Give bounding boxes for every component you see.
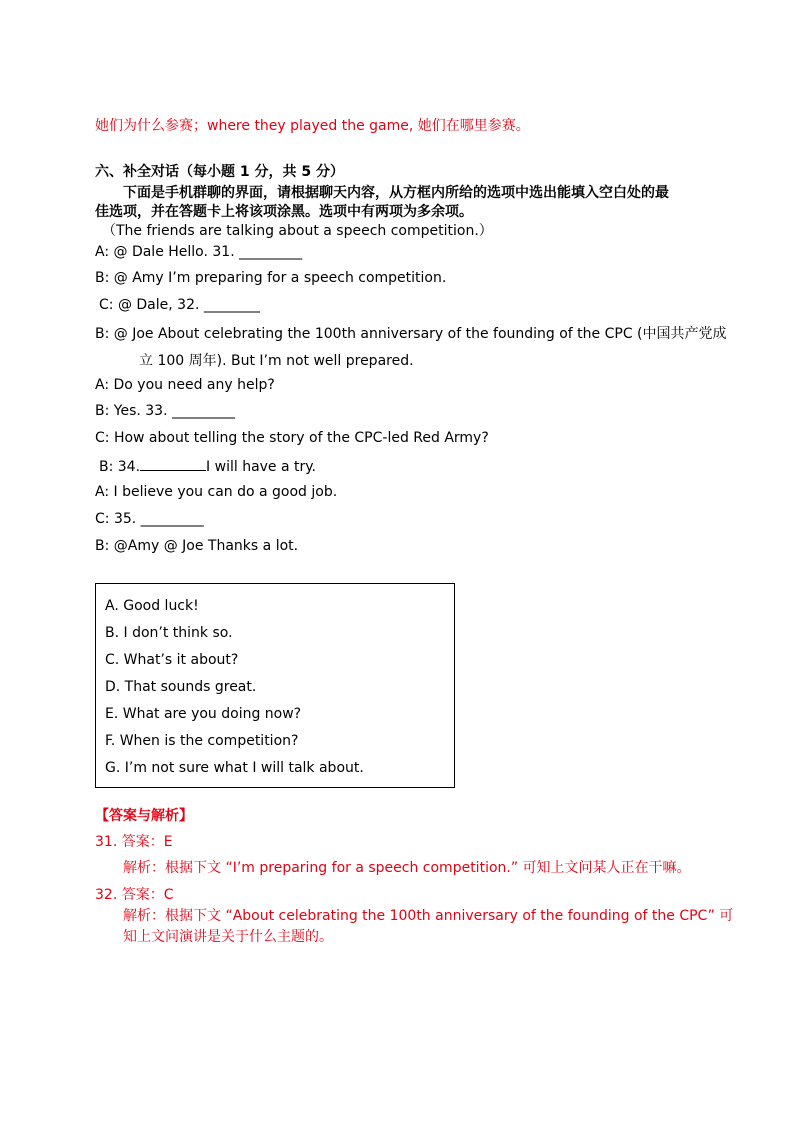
answer-blank [140, 456, 206, 471]
option-b: B. I don’t think so. [105, 625, 233, 641]
dialogue-line: B: @ Amy I’m preparing for a speech competition. [95, 270, 447, 286]
options-box [95, 583, 455, 788]
dialogue-line-34 [99, 456, 316, 476]
option-d: D. That sounds great. [105, 679, 257, 695]
option-c: C. What’s it about? [105, 652, 239, 668]
section-heading: 六、补全对话（每小题 1 分，共 5 分） [95, 164, 344, 180]
option-g: G. I’m not sure what I will talk about. [105, 760, 364, 776]
dialogue-line: C: 35. _________ [95, 511, 204, 527]
answers-heading: 【答案与解析】 [95, 808, 193, 824]
dialogue-line-continued: 立 100 周年). But I’m not well prepared. [139, 353, 414, 369]
answer-31: 31. 答案：E [95, 834, 173, 850]
dialogue-context: （The friends are talking about a speech competition.） [102, 223, 493, 239]
analysis-31: 解析：根据下文 “I’m preparing for a speech competition.” 可知上文问某人正在干嘛。 [123, 860, 691, 876]
option-f: F. When is the competition? [105, 733, 299, 749]
dialogue-line: C: How about telling the story of the CPC-led Red Army? [95, 430, 489, 446]
dialogue-line: A: I believe you can do a good job. [95, 484, 338, 500]
dialogue-line: C: @ Dale, 32. ________ [99, 297, 260, 313]
dialogue-prefix: B: 34. [99, 459, 141, 475]
answer-32: 32. 答案：C [95, 887, 174, 903]
dialogue-line: A: Do you need any help? [95, 377, 275, 393]
dialogue-line: B: Yes. 33. _________ [95, 403, 235, 419]
section-instruction-line-2: 佳选项，并在答题卡上将该项涂黑。选项中有两项为多余项。 [95, 204, 473, 220]
section-instruction-line-1: 下面是手机群聊的界面，请根据聊天内容，从方框内所给的选项中选出能填入空白处的最 [123, 185, 669, 201]
option-a: A. Good luck! [105, 598, 199, 614]
analysis-32-line-1: 解析：根据下文 “About celebrating the 100th anniversary of the founding of the CPC” 可 [123, 908, 734, 924]
analysis-32-line-2: 知上文问演讲是关于什么主题的。 [123, 929, 333, 945]
dialogue-line: B: @ Joe About celebrating the 100th anniversary of the founding of the CPC (中国共产党成 [95, 326, 727, 342]
dialogue-line: B: @Amy @ Joe Thanks a lot. [95, 538, 299, 554]
intro-answer-line: 她们为什么参赛；where they played the game, 她们在哪里参赛。 [95, 118, 530, 134]
option-e: E. What are you doing now? [105, 706, 302, 722]
dialogue-suffix: I will have a try. [206, 459, 317, 475]
dialogue-line: A: @ Dale Hello. 31. _________ [95, 244, 303, 260]
